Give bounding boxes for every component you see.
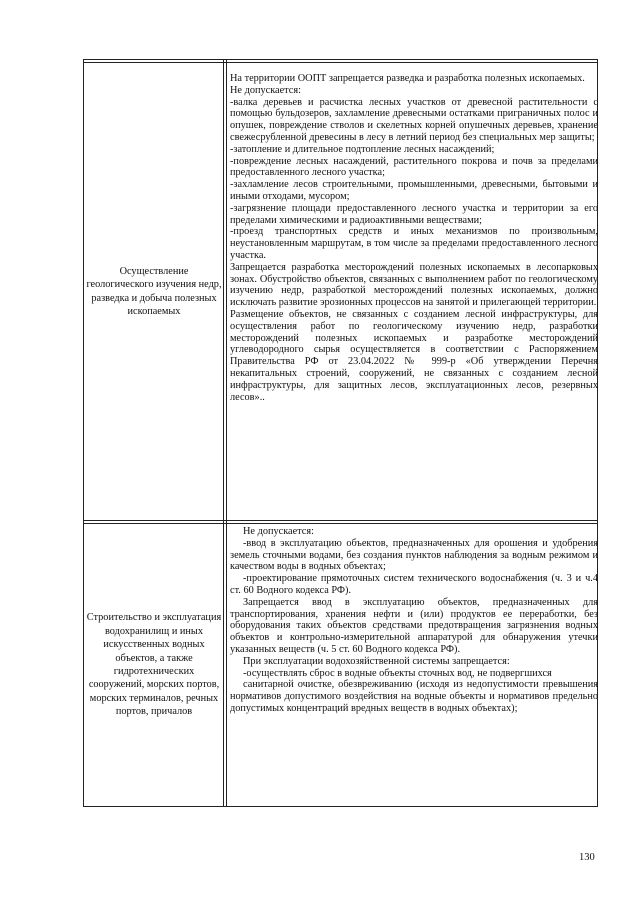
activity-cell-water bbox=[85, 524, 223, 806]
page-number: 130 bbox=[579, 852, 595, 863]
restriction-paragraph: Не допускается: bbox=[243, 526, 314, 537]
restriction-paragraph: Запрещается разработка месторождений полезных ископаемых в лесопарковых зонах. Обустройство объектов, связанных с выполнением работ по геологическому изучению недр, разработкой месторождений полезных ископаемых, должно исключать развитие эрозионных процессов на занятой и прилегающей территории. bbox=[230, 261, 598, 309]
restriction-paragraph: -осуществлять сброс в водные объекты сточных вод, не подвергшихся bbox=[243, 667, 552, 679]
restriction-paragraph: -загрязнение площади предоставленного лесного участка и территории за его пределами химическими и радиоактивными веществами; bbox=[230, 202, 598, 226]
table-border-left bbox=[83, 59, 84, 807]
restrictions-cell-water bbox=[230, 526, 598, 715]
restriction-paragraph: -захламление лесов строительными, промышленными, древесными, бытовыми и иными отходами, мусором; bbox=[230, 179, 598, 202]
activity-cell-geology bbox=[85, 63, 223, 520]
restriction-paragraph: санитарной очистке, обезвреживанию (исходя из недопустимости превышения нормативов допустимого воздействия на водные объекты и нормативов предельно допустимых концентраций вредных веществ в водных объектах); bbox=[230, 679, 598, 714]
restriction-paragraph: Не допускается: bbox=[230, 84, 301, 96]
row-divider bbox=[83, 520, 598, 521]
restriction-paragraph: Запрещается ввод в эксплуатацию объектов, предназначенных для транспортирования, хранения нефти и (или) продуктов ее переработки, без оборудования таких объектов средствами предотвращения загрязнения водных объектов и контрольно-измерительной аппаратурой для обнаружения утечки указанных веществ (ч. 5 ст. 60 Водного кодекса РФ). bbox=[230, 596, 598, 655]
activity-label: Строительство и эксплуатация водохранилищ и иных искусственных водных объектов, а также гидротехнических сооружений, морских портов, морских терминалов, речных портов, причалов bbox=[86, 612, 222, 718]
restriction-paragraph: -проезд транспортных средств и иных механизмов по произвольным, неустановленным маршрутам, в том числе за пределами предоставленного лесного участка. bbox=[230, 226, 598, 261]
restriction-paragraph: Размещение объектов, не связанных с созданием лесной инфраструктуры, для осуществления работ по геологическому изучению недр, разработки месторождений полезных ископаемых и разработке месторождений углеводородного сырья осуществляется в соответствии с Распоряжением Правительства РФ от 23.04.2022 № 999-р «Об утверждении Перечня некапитальных строений, сооружений, не связанных с созданием лесной инфраструктуры, для защитных лесов, эксплуатационных лесов, резервных лесов».. bbox=[230, 308, 598, 403]
column-divider bbox=[223, 59, 224, 807]
column-divider-inner bbox=[226, 59, 227, 807]
table-border-top bbox=[83, 59, 598, 60]
restriction-paragraph: На территории ООПТ запрещается разведка и разработка полезных ископаемых. bbox=[230, 73, 585, 84]
restriction-paragraph: -ввод в эксплуатацию объектов, предназначенных для орошения и удобрения земель сточными водами, без создания пунктов наблюдения за водным режимом и качеством воды в водных объектах; bbox=[230, 537, 598, 573]
restriction-paragraph: -повреждение лесных насаждений, растительного покрова и почв за пределами предоставленного лесного участка; bbox=[230, 155, 598, 179]
restriction-paragraph: -проектирование прямоточных систем технического водоснабжения (ч. 3 и ч.4 ст. 60 Водного кодекса РФ). bbox=[230, 573, 598, 596]
restriction-paragraph: -валка деревьев и расчистка лесных участков от древесной растительности с помощью бульдозеров, захламление древесными остатками приграничных полос и опушек, повреждение стволов и скелетных корней опушечных деревьев, хранение свежесрубленной древесины в лесу в летний период без специальных мер защиты; bbox=[230, 96, 598, 143]
table-border-bottom bbox=[83, 806, 598, 807]
restriction-paragraph: -затопление и длительное подтопление лесных насаждений; bbox=[230, 143, 495, 155]
restriction-paragraph: При эксплуатации водохозяйственной системы запрещается: bbox=[243, 655, 510, 667]
activity-label: Осуществление геологического изучения недр, разведка и добыча полезных ископаемых bbox=[86, 265, 222, 317]
restrictions-cell-geology bbox=[230, 73, 598, 403]
